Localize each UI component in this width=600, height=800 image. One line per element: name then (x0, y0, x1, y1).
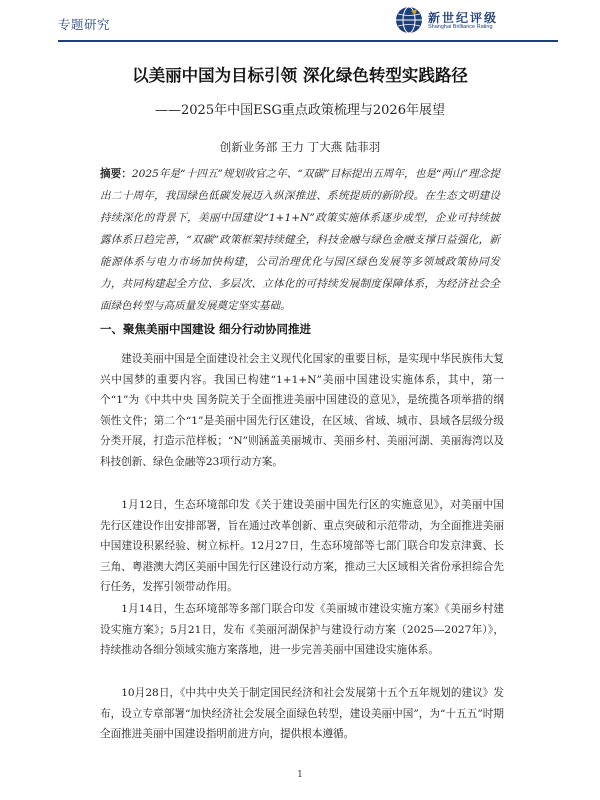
globe-logo-icon (395, 6, 423, 34)
body-paragraph: 1月14日，生态环境部等多部门联合印发《美丽城市建设实施方案》《美丽乡村建设实施方案》；5月21日，发布《美丽河湖保护与建设行动方案（2025—2027年）》，持续推动各细分领域实施方案落地，进一步完善美丽中国建设实施体系。 (100, 603, 504, 656)
section-tag: 专题研究 (58, 17, 111, 32)
abstract-text: 2025年是“十四五”规划收官之年、“双碳”目标提出五周年，也是“两山”理念提出二十周年，我国绿色低碳发展迈入纵深推进、系统提质的新阶段。在生态文明建设持续深化的背景下，美丽中国建设“1+1+N”政策实施体系逐步成型，企业可持续披露体系日趋完善，“双碳”政策框架持续健全，科技金融与绿色金融支撑日益强化，新能源体系与电力市场加快构建，公司治理优化与园区绿色发展等多领域政策协同发力，共同构建起全方位、多层次、立体化的可持续发展制度保障体系，为经济社会全面绿色转型与高质量发展奠定坚实基础。 (100, 168, 501, 312)
document-title: 以美丽中国为目标引领 深化绿色转型实践路径 (132, 66, 468, 85)
company-logo (395, 6, 555, 36)
page-header (0, 0, 600, 40)
body-paragraph: 10月28日，《中共中央关于制定国民经济和社会发展第十五个五年规划的建议》发布，设立专章部署“加快经济社会发展全面绿色转型，建设美丽中国”，为“十五五”时期全面推进美丽中国建设指明前进方向，提供根本遵循。 (100, 687, 504, 740)
section-heading: 一、聚焦美丽中国建设 细分行动协同推进 (100, 322, 312, 336)
document-subtitle: ——2025年中国ESG重点政策梳理与2026年展望 (155, 103, 445, 118)
logo-chinese-name: 新世纪评级 (428, 11, 499, 25)
body-paragraph: 1月12日，生态环境部印发《关于建设美丽中国先行区的实施意见》，对美丽中国先行区建设作出安排部署，旨在通过改革创新、重点突破和示范带动，为全面推进美丽中国建设积累经验、树立标杆。12月27日，生态环境部等七部门联合印发京津冀、长三角、粤港澳大湾区美丽中国先行区建设行动方案，推动三大区域相关省份承担综合先行任务，发挥引领带动作用。 (100, 499, 504, 593)
author-line: 创新业务部 王力 丁大燕 陆菲羽 (219, 140, 381, 154)
logo-english-name: Shanghai Brilliance Rating (428, 24, 493, 30)
abstract-label: 摘要： (100, 168, 132, 180)
abstract (100, 163, 500, 317)
body-paragraph: 建设美丽中国是全面建设社会主义现代化国家的重要目标，是实现中华民族伟大复兴中国梦的重要内容。我国已构建“1+1+N”美丽中国建设实施体系，其中，第一个“1”为《中共中央 国务院关于全面推进美丽中国建设的意见》，是统揽各项举措的纲领性文件；第二个“1”是美丽中国先行区建设，在区域、省域、城市、县域各层级分级分类开展，打造示范样板；“N”则涵盖美丽城市、美丽乡村、美丽河湖、美丽海湾以及科技创新、绿色金融等23项行动方案。 (100, 353, 504, 468)
header-divider (58, 40, 558, 42)
page-number: 1 (297, 770, 303, 780)
